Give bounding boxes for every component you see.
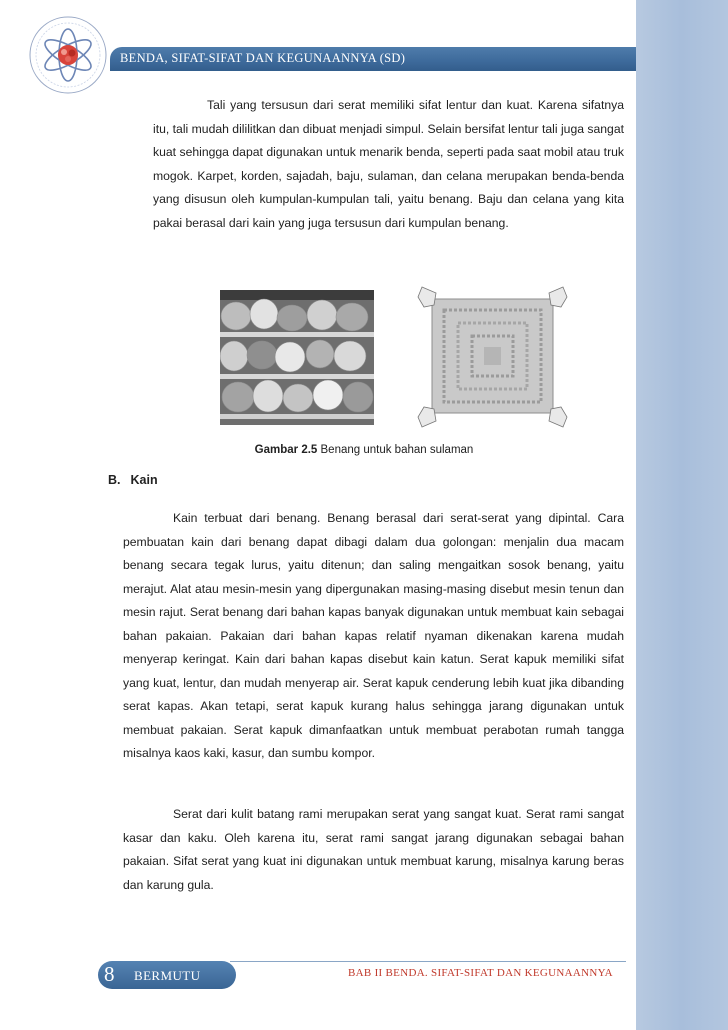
figure-caption (150, 444, 578, 456)
side-color-band (636, 0, 728, 1030)
section-title: Kain (130, 473, 158, 487)
paragraph-rami: Serat dari kulit batang rami merupakan serat yang sangat kuat. Serat rami sangat kasar dan kaku. Oleh karena itu, serat rami sangat jarang digunakan sebagai bahan pakaian. Sifat serat yang kuat ini digunakan untuk membuat karung, misalnya karung beras dan karung gula. (123, 807, 624, 892)
section-letter: B. (108, 473, 121, 487)
paragraph-tali: Tali yang tersusun dari serat memiliki sifat lentur dan kuat. Karena sifatnya itu, tali mudah dililitkan dan dibuat menjadi simpul. Selain bersifat lentur tali juga sangat kuat sehingga dapat digunakan untuk menarik benda, seperti pada saat mobil atau truk mogok. Karpet, korden, sajadah, baju, sulaman, dan celana merupakan benda-benda yang disusun oleh kumpulan-kumpulan tali, yaitu benang. Baju dan celana yang kita pakai berasal dari kain yang juga tersusun dari kumpulan benang. (153, 98, 624, 230)
knitted-cushion-image (416, 283, 569, 431)
figure-caption-text: Benang untuk bahan sulaman (317, 444, 474, 456)
paragraph-kain: Kain terbuat dari benang. Benang berasal dari serat-serat yang dipintal. Cara pembuatan kain dari benang dapat dibagi dalam dua golongan: menjalin dua macam benang secara tegak lurus, yaitu ditenun; dan saling mengaitkan sosok benang, yaitu merajut. Alat atau mesin-mesin yang dipergunakan masing-masing disebut mesin tenun dan mesin rajut. Serat benang dari bahan kapas banyak digunakan untuk membuat kain sebagai bahan pakaian. Pakaian dari bahan kapas relatif nyaman dikenakan karena mudah menyerap keringat. Kain dari bahan kapas disebut kain katun. Serat kapuk memiliki sifat yang kuat, lentur, dan mudah menyerap air. Serat kapuk cenderung lebih kuat jika dibanding serat kapas. Akan tetapi, serat kapuk kurang halus sehingga jarang digunakan untuk membuat pakaian. Serat kapuk dimanfaatkan untuk membuat perabotan rumah tangga misalnya kaos kaki, kasur, dan sumbu kompor. (123, 511, 624, 760)
footer-brand: BERMUTU (134, 968, 201, 983)
footer-chapter-title: BAB II BENDA. SIFAT-SIFAT DAN KEGUNAANNYA (348, 967, 613, 979)
page-number: 8 (104, 962, 115, 986)
footer-divider (230, 961, 626, 962)
atom-logo-icon (26, 13, 110, 97)
section-heading (108, 473, 168, 487)
figure-caption-label: Gambar 2.5 (254, 444, 318, 456)
page-header-title: BENDA, SIFAT-SIFAT DAN KEGUNAANNYA (SD) (120, 51, 406, 65)
yarn-skeins-image (220, 290, 374, 425)
